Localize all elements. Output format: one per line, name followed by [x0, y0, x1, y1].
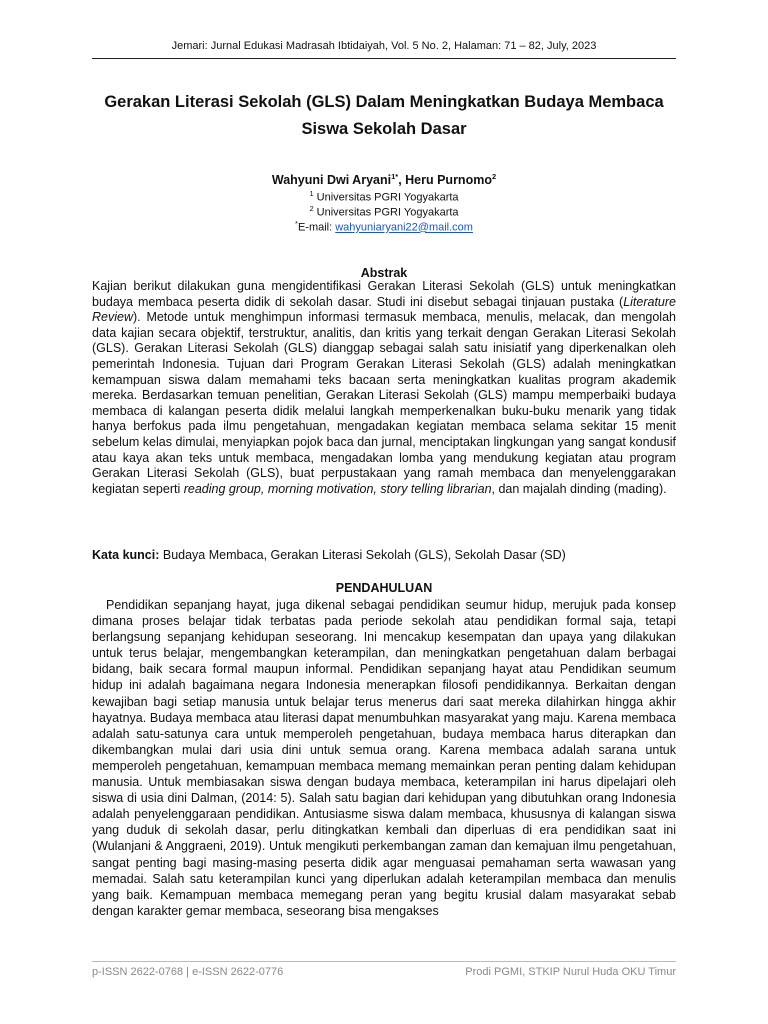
keywords-text: Budaya Membaca, Gerakan Literasi Sekolah (GLS), Sekolah Dasar (SD): [159, 548, 566, 562]
author-list: [92, 172, 676, 187]
paper-title-line-2: Siswa Sekolah Dasar: [301, 120, 467, 138]
journal-header: Jemari: Jurnal Edukasi Madrasah Ibtidaiyah, Vol. 5 No. 2, Halaman: 71 – 82, July, 2023: [171, 40, 597, 52]
affiliation-2-text: Universitas PGRI Yogyakarta: [313, 206, 459, 219]
keywords: [92, 548, 676, 564]
abstract-text-3: , dan majalah dinding (mading).: [491, 481, 667, 496]
affiliation-1-marker: 1: [309, 189, 314, 198]
abstract-text-1: Kajian berikut dilakukan guna mengidentifikasi Gerakan Literasi Sekolah (GLS) untuk meningkatkan budaya membaca peserta didik di sekolah dasar. Studi ini disebut sebagai tinjauan pustaka (: [92, 279, 676, 309]
email-marker: *: [295, 219, 298, 228]
affiliation-2: [92, 204, 676, 219]
header-divider: [92, 58, 676, 59]
abstract-body: [92, 279, 676, 497]
affiliation-1: [92, 189, 676, 204]
footer-issn: p-ISSN 2622-0768 | e-ISSN 2622-0776: [92, 966, 284, 978]
abstract-italic-1: Literature Review: [92, 294, 676, 325]
paper-title: [92, 89, 676, 143]
author-2-marker: 2: [491, 172, 497, 181]
author-1: Wahyuni Dwi Aryani: [271, 173, 392, 188]
introduction-paragraph: Pendidikan sepanjang hayat, juga dikenal sebagai pendidikan seumur hidup, merujuk pada konsep dimana proses belajar tidak terbatas pada periode sekolah atau pendidikan formal saja, tetapi berlangsung sepanjang kehidupan seseorang. Ini mencakup kesempatan dan upaya yang dilakukan untuk terus belajar, mengembangkan keterampilan, dan meningkatkan pengetahuan dalam berbagai bidang, baik secara formal maupun informal. Pendidikan sepanjang hayat atau Pendidikan seumum hidup ini adalah bagaimana negara Indonesia menerapkan filosofi pendidikannya. Berkaitan dengan kewajiban bagi setiap manusia untuk belajar terus menerus dari saat mereka dilahirkan hingga akhir hayatnya. Budaya membaca atau literasi dapat menumbuhkan masyarakat yang maju. Karena membaca adalah satu-satunya cara untuk memperoleh pengetahuan, budaya membaca harus diterapkan dan dikembangkan mulai dari usia dini untuk semua orang. Karena membaca adalah sarana untuk memperoleh pengetahuan, kemampuan membaca memang memainkan peran penting dalam kehidupan manusia. Untuk membiasakan siswa dengan budaya membaca, keterampilan ini harus dipelajari oleh siswa di usia dini Dalman, (2014: 5). Salah satu bagian dari kehidupan yang dibutuhkan orang Indonesia adalah penyelenggaraan pendidikan. Antusiasme siswa dalam membaca, khususnya di kalangan siswa yang duduk di sekolah dasar, perlu ditingkatkan kembali dan diperluas di era pendidikan saat ini (Wulanjani & Anggraeni, 2019). Untuk mengikuti perkembangan zaman dan kemajuan ilmu pengetahuan, sangat penting bagi masing-masing peserta didik agar menguasai pemahaman serta wawasan yang memadai. Salah satu keterampilan kunci yang diperlukan adalah keterampilan membaca dan menulis yang baik. Kemampuan membaca memegang peran yang begitu krusial dalam masyarakat sebab dengan karakter gemar membaca, seseorang bisa mengakses: [92, 598, 676, 918]
abstract-italic-2: reading group, morning motivation, story telling librarian: [183, 481, 492, 496]
author-1-marker: 1*: [391, 172, 399, 181]
affiliation-2-marker: 2: [309, 204, 314, 213]
paper-title-line-1: Gerakan Literasi Sekolah (GLS) Dalam Meningkatkan Budaya Membaca: [104, 93, 664, 111]
affiliation-1-text: Universitas PGRI Yogyakarta: [313, 191, 459, 204]
footer-institution: Prodi PGMI, STKIP Nurul Huda OKU Timur: [465, 966, 676, 978]
email-link[interactable]: wahyuniaryani22@mail.com: [335, 221, 473, 234]
abstract-text-2: ). Metode untuk menghimpun informasi termasuk membaca, menulis, melacak, dan mengolah data kajian secara objektif, terstruktur, analitis, dan kritis yang terkait dengan Gerakan Literasi Sekolah (GLS). Gerakan Literasi Sekolah (GLS) dianggap sebagai salah satu inisiatif yang diperkenalkan oleh pemerintah Indonesia. Tujuan dari Program Gerakan Literasi Sekolah (GLS) adalah meningkatkan kemampuan siswa dalam memahami teks bacaan serta meningkatkan kualitas program akademik mereka. Berdasarkan temuan penelitian, Gerakan Literasi Sekolah (GLS) mampu memperbaiki budaya membaca di kalangan peserta didik melalui langkah memperkenalkan buku-buku menarik yang tidak hanya berfokus pada ilmu pengetahuan, mengadakan kegiatan membaca selama sekitar 15 menit sebelum kelas dimulai, menyiapkan pojok baca dan jurnal, menciptakan lingkungan yang sangat kondusif atau kaya akan teks untuk membaca, mengadakan lomba yang mendukung kegiatan atau program Gerakan Literasi Sekolah (GLS), buat perpustakaan yang ramah membaca dan menyelenggarakan kegiatan seperti: [92, 310, 676, 496]
author-2: Heru Purnomo: [405, 173, 492, 188]
keywords-label: Kata kunci:: [92, 548, 160, 562]
abstract-heading: Abstrak: [360, 266, 408, 280]
footer-divider: [92, 961, 676, 962]
email-label: E-mail:: [297, 221, 336, 234]
corresponding-email: [92, 219, 676, 234]
author-separator: ,: [398, 173, 406, 188]
section-heading-introduction: PENDAHULUAN: [335, 581, 433, 595]
